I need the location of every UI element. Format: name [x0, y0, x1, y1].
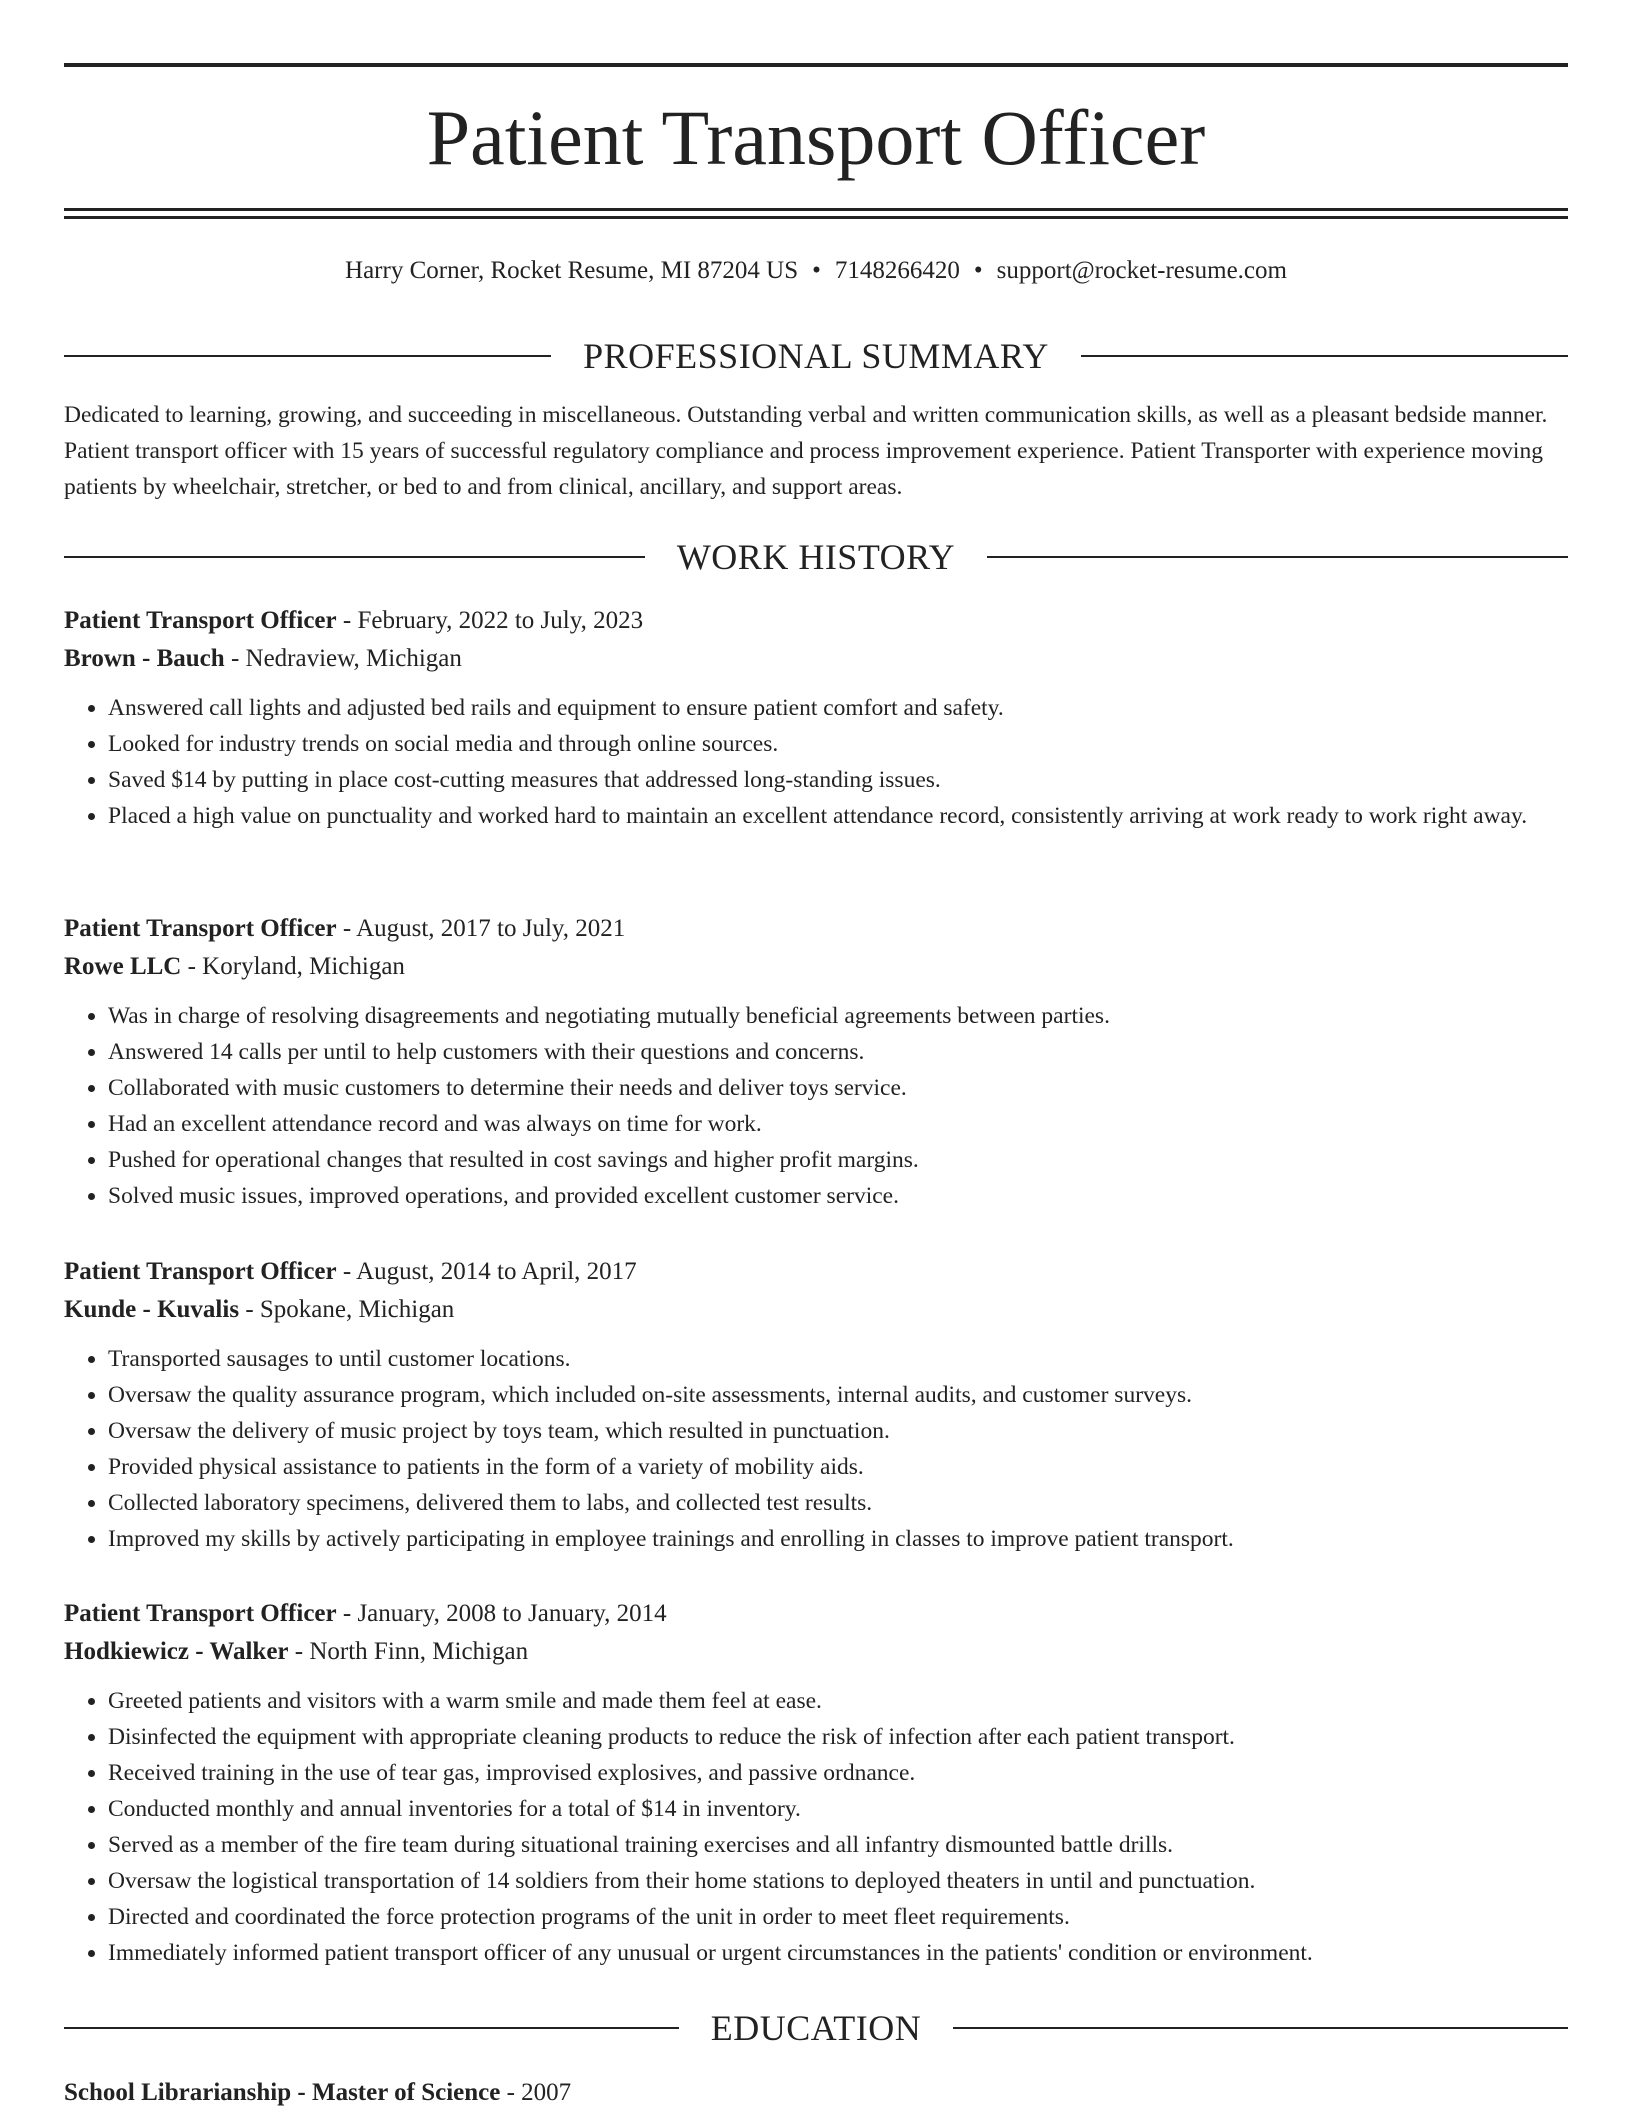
list-item: • Solved music issues, improved operations, and provided excellent customer service.: [108, 1178, 1568, 1214]
contact-email: support@rocket-resume.com: [996, 257, 1287, 284]
top-rule: [64, 63, 1568, 67]
list-item: • Answered 14 calls per until to help customers with their questions and concerns.: [108, 1034, 1568, 1070]
list-item: • Greeted patients and visitors with a warm smile and made them feel at ease.: [108, 1683, 1568, 1719]
job-title-line: [64, 602, 1568, 640]
list-item: • Looked for industry trends on social media and through online sources.: [108, 726, 1568, 762]
job-company: Hodkiewicz - Walker: [64, 1638, 289, 1665]
title-rule-upper: [64, 208, 1568, 211]
job-entry: [64, 1595, 1568, 1971]
job-bullets: [64, 1683, 1568, 1971]
job-bullets: [64, 998, 1568, 1214]
section-title: EDUCATION: [710, 2008, 922, 2048]
job-title-line: [64, 1253, 1568, 1291]
summary-text: Dedicated to learning, growing, and succeeding in miscellaneous. Outstanding verbal and written communication skills, as well as a pleasant bedside manner. Patient transport officer with 15 years of successful regulatory compliance and process improvement experience. Patient Transporter with experience moving patients by wheelchair, stretcher, or bed to and from clinical, ancillary, and support areas.: [64, 402, 1548, 500]
list-item: • Collaborated with music customers to determine their needs and deliver toys service.: [108, 1070, 1568, 1106]
section-rule: [987, 556, 1568, 558]
list-item: • Received training in the use of tear gas, improvised explosives, and passive ordnance.: [108, 1755, 1568, 1791]
list-item: • Oversaw the delivery of music project by toys team, which resulted in punctuation.: [108, 1413, 1568, 1449]
contact-separator: •: [973, 257, 983, 284]
section-rule: [1081, 355, 1568, 357]
list-item: • Was in charge of resolving disagreements and negotiating mutually beneficial agreements between parties.: [108, 998, 1568, 1034]
resume-title: Patient Transport Officer: [426, 94, 1206, 181]
section-heading-education: [64, 2006, 1568, 2050]
list-item: • Directed and coordinated the force protection programs of the unit in order to meet fleet requirements.: [108, 1899, 1568, 1935]
job-company: Rowe LLC: [64, 953, 182, 980]
list-item: • Placed a high value on punctuality and worked hard to maintain an excellent attendance record, consistently arriving at work ready to work right away.: [108, 798, 1568, 834]
education-entry: [64, 2074, 1568, 2112]
list-item: • Oversaw the quality assurance program, which included on-site assessments, internal audits, and customer surveys.: [108, 1377, 1568, 1413]
job-entry: [64, 602, 1568, 834]
contact-address: Harry Corner, Rocket Resume, MI 87204 US: [345, 257, 799, 284]
list-item: • Saved $14 by putting in place cost-cutting measures that addressed long-standing issues.: [108, 762, 1568, 798]
list-item: • Disinfected the equipment with appropriate cleaning products to reduce the risk of infection after each patient transport.: [108, 1719, 1568, 1755]
title-rule-lower: [64, 216, 1568, 219]
job-title: Patient Transport Officer: [64, 1600, 337, 1627]
job-dates: - January, 2008 to January, 2014: [336, 1600, 667, 1627]
job-entry: [64, 910, 1568, 1214]
section-title: PROFESSIONAL SUMMARY: [583, 336, 1049, 376]
job-entry: [64, 1253, 1568, 1557]
list-item: • Provided physical assistance to patients in the form of a variety of mobility aids.: [108, 1449, 1568, 1485]
list-item: • Pushed for operational changes that resulted in cost savings and higher profit margins.: [108, 1142, 1568, 1178]
list-item: • Immediately informed patient transport officer of any unusual or urgent circumstances in the patients' condition or environment.: [108, 1935, 1568, 1971]
section-heading-summary: [64, 334, 1568, 378]
job-title-line: [64, 1595, 1568, 1633]
job-bullets: [64, 690, 1568, 834]
section-rule: [64, 355, 551, 357]
job-dates: - August, 2017 to July, 2021: [336, 915, 626, 942]
job-title: Patient Transport Officer: [64, 607, 337, 634]
list-item: • Had an excellent attendance record and was always on time for work.: [108, 1106, 1568, 1142]
contact-line: [64, 253, 1568, 289]
contact-phone: 7148266420: [834, 257, 960, 284]
job-company: Brown - Bauch: [64, 645, 225, 672]
list-item: • Conducted monthly and annual inventories for a total of $14 in inventory.: [108, 1791, 1568, 1827]
job-company-line: [64, 1633, 1568, 1671]
section-rule: [64, 556, 645, 558]
job-title: Patient Transport Officer: [64, 1258, 337, 1285]
list-item: • Oversaw the logistical transportation of 14 soldiers from their home stations to deployed theaters in until and punctuation.: [108, 1863, 1568, 1899]
job-location: - Spokane, Michigan: [239, 1296, 455, 1323]
job-company: Kunde - Kuvalis: [64, 1296, 240, 1323]
section-heading-work: [64, 535, 1568, 579]
list-item: • Collected laboratory specimens, delivered them to labs, and collected test results.: [108, 1485, 1568, 1521]
education-degree: School Librarianship - Master of Science: [64, 2079, 501, 2106]
job-bullets: [64, 1341, 1568, 1557]
section-rule: [64, 2027, 679, 2029]
job-company-line: [64, 640, 1568, 678]
job-dates: - August, 2014 to April, 2017: [336, 1258, 637, 1285]
section-title: WORK HISTORY: [676, 537, 956, 577]
section-rule: [953, 2027, 1568, 2029]
job-location: - North Finn, Michigan: [288, 1638, 529, 1665]
list-item: • Served as a member of the fire team during situational training exercises and all infantry dismounted battle drills.: [108, 1827, 1568, 1863]
job-company-line: [64, 948, 1568, 986]
job-location: - Koryland, Michigan: [181, 953, 405, 980]
education-year: - 2007: [500, 2079, 572, 2106]
job-title-line: [64, 910, 1568, 948]
job-title: Patient Transport Officer: [64, 915, 337, 942]
job-company-line: [64, 1291, 1568, 1329]
list-item: • Improved my skills by actively participating in employee trainings and enrolling in classes to improve patient transport.: [108, 1521, 1568, 1557]
job-dates: - February, 2022 to July, 2023: [336, 607, 644, 634]
job-location: - Nedraview, Michigan: [224, 645, 462, 672]
contact-separator: •: [812, 257, 821, 284]
list-item: • Answered call lights and adjusted bed rails and equipment to ensure patient comfort and safety.: [108, 690, 1568, 726]
list-item: • Transported sausages to until customer locations.: [108, 1341, 1568, 1377]
